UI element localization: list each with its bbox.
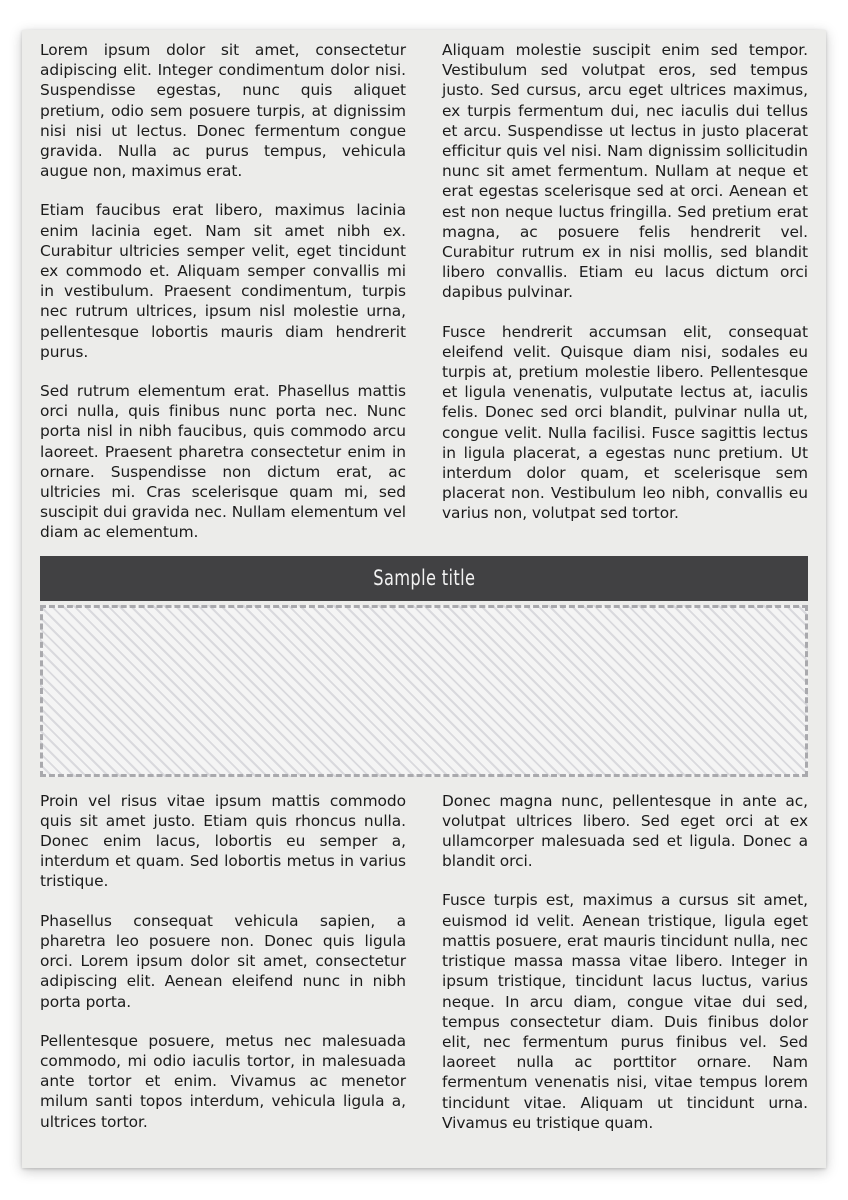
figure-title-bar: [40, 556, 808, 601]
paragraph: Fusce hendrerit accumsan elit, consequat eleifend velit. Quisque diam nisi, sodales eu turpis at, pretium molestie libero. Pellentesque et ligula venenatis, vulputate lectus at, iaculis felis. Donec sed orci blandit, pulvinar nulla ut, congue velit. Nulla facilisi. Fusce sagittis lectus in ligula placerat, a egestas nunc pretium. Ut interdum dolor quam, et scelerisque sem placerat non. Vestibulum leo nibh, convallis eu varius non, volutpat sed tortor.: [442, 322, 808, 523]
paragraph: Fusce turpis est, maximus a cursus sit amet, euismod id velit. Aenean tristique, ligula eget mattis posuere, erat mauris tincidunt nulla, nec tristique massa massa vitae libero. Integer in ipsum tristique, tincidunt lacus luctus, varius neque. In arcu diam, congue vitae dui sed, tempus consectetur diam. Duis finibus dolor elit, nec fermentum purus finibus vel. Sed laoreet nulla ac porttitor ornare. Nam fermentum venenatis nisi, vitae tempus lorem tincidunt vitae. Aliquam ut tincidunt urna. Vivamus eu tristique quam.: [442, 891, 808, 1132]
lower-columns: [40, 791, 808, 1133]
figure: [40, 556, 808, 777]
figure-title: Sample title: [373, 566, 475, 591]
paragraph: Pellentesque posuere, metus nec malesuada commodo, mi odio iaculis tortor, in malesuada ante tortor et enim. Vivamus ac menetor milum santi topos interdum, vehicula ligula a, ultrices tortor.: [40, 1031, 406, 1131]
upper-left-column: [40, 40, 406, 543]
lower-right-column: [442, 791, 808, 1133]
figure-image-placeholder: [40, 605, 808, 777]
upper-columns: [40, 40, 808, 543]
lower-left-column: [40, 791, 406, 1132]
paragraph: Lorem ipsum dolor sit amet, consectetur adipiscing elit. Integer condimentum dolor nisi. Suspendisse egestas, nunc quis aliquet pretium, odio sem posuere turpis, at dignissim nisi nisi ut lectus. Donec fermentum congue gravida. Nulla ac purus tempus, vehicula augue non, maximus erat.: [40, 41, 406, 181]
document-page: [22, 30, 826, 1168]
paragraph: Aliquam molestie suscipit enim sed tempor. Vestibulum sed volutpat eros, sed tempus justo. Sed cursus, arcu eget ultrices maximus, ex turpis fermentum dui, nec iaculis dui tellus et arcu. Suspendisse ut lectus in justo placerat efficitur quis vel nisi. Nam dignissim sollicitudin nunc sit amet fermentum. Nullam at neque et erat egestas scelerisque sed at orci. Aenean et est non neque luctus fringilla. Sed pretium erat magna, ac posuere felis hendrerit vel. Curabitur rutrum ex in nisi mollis, sed blandit libero convallis. Etiam eu lacus dictum orci dapibus pulvinar.: [442, 41, 808, 302]
paragraph: Proin vel risus vitae ipsum mattis commodo quis sit amet justo. Etiam quis rhoncus nulla. Donec enim lacus, lobortis eu semper a, interdum et quam. Sed lobortis metus in varius tristique.: [40, 791, 406, 891]
paragraph: Etiam faucibus erat libero, maximus lacinia enim lacinia eget. Nam sit amet nibh ex. Curabitur ultricies semper velit, eget tincidunt ex commodo et. Aliquam semper convallis mi in vestibulum. Praesent condimentum, turpis nec rutrum ultrices, ipsum nisl molestie urna, pellentesque lobortis mauris diam hendrerit purus.: [40, 201, 406, 361]
page-content: [40, 40, 808, 1133]
figure-dashed-outline: [40, 605, 808, 777]
paragraph: Phasellus consequat vehicula sapien, a pharetra leo posuere non. Donec quis ligula orci. Lorem ipsum dolor sit amet, consectetur adipiscing elit. Aenean eleifend nunc in nibh porta porta.: [40, 911, 406, 1011]
upper-right-column: [442, 40, 808, 524]
paragraph: Donec magna nunc, pellentesque in ante ac, volutpat ultrices libero. Sed eget orci at ex ullamcorper malesuada sed et ligula. Donec a blandit orci.: [442, 791, 808, 871]
paragraph: Sed rutrum elementum erat. Phasellus mattis orci nulla, quis finibus nunc porta nec. Nunc porta nisl in nibh faucibus, quis commodo arcu laoreet. Praesent pharetra consectetur enim in ornare. Suspendisse non dictum erat, ac ultricies mi. Cras scelerisque quam mi, sed suscipit dui gravida nec. Nullam elementum vel diam ac elementum.: [40, 382, 406, 542]
